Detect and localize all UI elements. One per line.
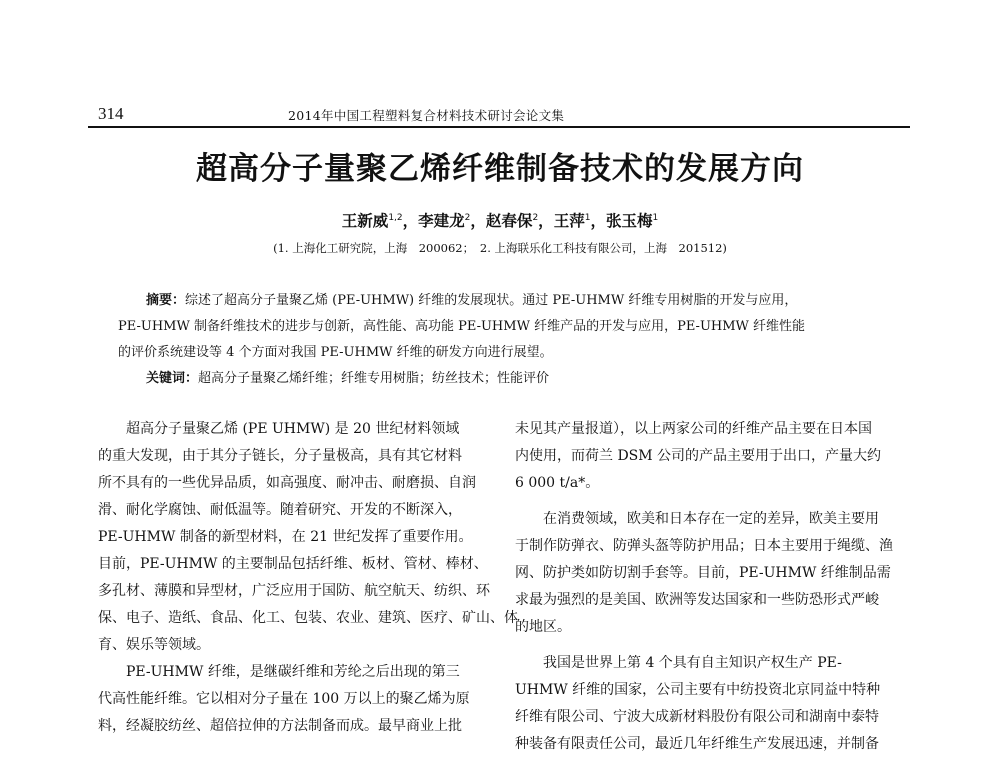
author-name: 王萍 [553, 212, 585, 230]
author-name: 王新威 [341, 212, 389, 230]
text-line: 目前，PE-UHMW 的主要制品包括纤维、板材、管材、棒材、 [98, 556, 488, 572]
abstract-line: 的评价系统建设等 4 个方面对我国 PE-UHMW 纤维的研发方向进行展望。 [118, 345, 553, 360]
text-line: 于制作防弹衣、防弹头盔等防护用品；日本主要用于绳缆、渔 [515, 538, 893, 554]
paragraph-gap [515, 641, 887, 650]
author-affil-mark: 2 [532, 212, 539, 223]
abstract [118, 288, 888, 392]
text-line: 种装备有限责任公司，最近几年纤维生产发展迅速，并制备 [515, 736, 879, 752]
paper-title: 超高分子量聚乙烯纤维制备技术的发展方向 [196, 151, 804, 187]
page-number: 314 [98, 104, 124, 123]
author-list: 王新威$^{1,2}$，李建龙$^2$，赵春保$^2$，王萍$^1$，张玉梅$^1$ [341, 212, 659, 230]
text-line: 内使用，而荷兰 DSM 公司的产品主要用于出口，产量大约 [515, 448, 882, 464]
body-column-left [98, 416, 518, 740]
text-line: 代高性能纤维。它以相对分子量在 100 万以上的聚乙烯为原 [98, 691, 470, 707]
body-column-right [515, 416, 893, 758]
text-line: 所不具有的一些优异品质，如高强度、耐冲击、耐磨损、自润 [98, 475, 476, 491]
keywords-label: 关键词： [146, 371, 199, 386]
text-line: UHMW 纤维的国家，公司主要有中纺投资北京同益中特种 [515, 682, 881, 698]
keywords-text: 超高分子量聚乙烯纤维；纤维专用树脂；纺丝技术；性能评价 [198, 371, 550, 386]
abstract-text: 综述了超高分子量聚乙烯 (PE-UHMW) 纤维的发展现状。通过 PE-UHMW 纤维专用树脂的开发与应用， [185, 293, 798, 308]
text-line: 多孔材、薄膜和异型材，广泛应用于国防、航空航天、纺织、环 [98, 583, 490, 599]
text-line: 未见其产量报道），以上两家公司的纤维产品主要在日本国 [515, 421, 872, 437]
text-line: 滑、耐化学腐蚀、耐低温等。随着研究、开发的不断深入， [98, 502, 462, 518]
author-name: 赵春保 [485, 212, 533, 230]
running-header [88, 100, 910, 128]
text-line: 料，经凝胶纺丝、超倍拉伸的方法制备而成。最早商业上批 [98, 718, 462, 734]
header-rule [88, 126, 910, 128]
text-line: 我国是世界上第 4 个具有自主知识产权生产 PE- [543, 655, 842, 671]
text-line: 求最为强烈的是美国、欧洲等发达国家和一些防恐形式严峻 [515, 592, 879, 608]
abstract-line [118, 288, 888, 314]
abstract-line: PE-UHMW 制备纤维技术的进步与创新，高性能、高功能 PE-UHMW 纤维产品的开发与应用，PE-UHMW 纤维性能 [118, 319, 806, 334]
text-line: 6 000 t/a*。 [515, 475, 600, 491]
text-line: 的地区。 [515, 619, 571, 635]
text-line: 保、电子、造纸、食品、化工、包装、农业、建筑、医疗、矿山、体 [98, 610, 518, 626]
text-line: 在消费领域，欧美和日本存在一定的差异，欧美主要用 [543, 511, 879, 527]
keywords-line [118, 366, 888, 392]
text-line: 超高分子量聚乙烯 (PE UHMW) 是 20 世纪材料领域 [126, 421, 460, 437]
author-affil-mark: 1 [584, 212, 591, 223]
text-line: 纤维有限公司、宁波大成新材料股份有限公司和湖南中泰特 [515, 709, 879, 725]
text-line: 的重大发现，由于其分子链长，分子量极高，具有其它材料 [98, 448, 462, 464]
author-affil-mark: 2 [464, 212, 471, 223]
text-line: 育、娱乐等领域。 [98, 637, 210, 653]
paragraph-gap [515, 497, 887, 506]
author-name: 张玉梅 [605, 212, 653, 230]
affiliation-line: (1. 上海化工研究院，上海 200062； 2. 上海联乐化工科技有限公司，上海 201512) [273, 241, 727, 255]
author-affil-mark: 1 [652, 212, 659, 223]
text-line: PE-UHMW 纤维，是继碳纤维和芳纶之后出现的第三 [126, 664, 460, 680]
text-line: PE-UHMW 制备的新型材料，在 21 世纪发挥了重要作用。 [98, 529, 473, 545]
author-name: 李建龙 [418, 212, 465, 230]
text-line: 网、防护类如防切割手套等。目前，PE-UHMW 纤维制品需 [515, 565, 891, 581]
journal-title: 2014年中国工程塑料复合材料技术研讨会论文集 [288, 108, 565, 123]
author-affil-mark: 1,2 [388, 212, 403, 223]
abstract-label: 摘要： [146, 293, 186, 308]
